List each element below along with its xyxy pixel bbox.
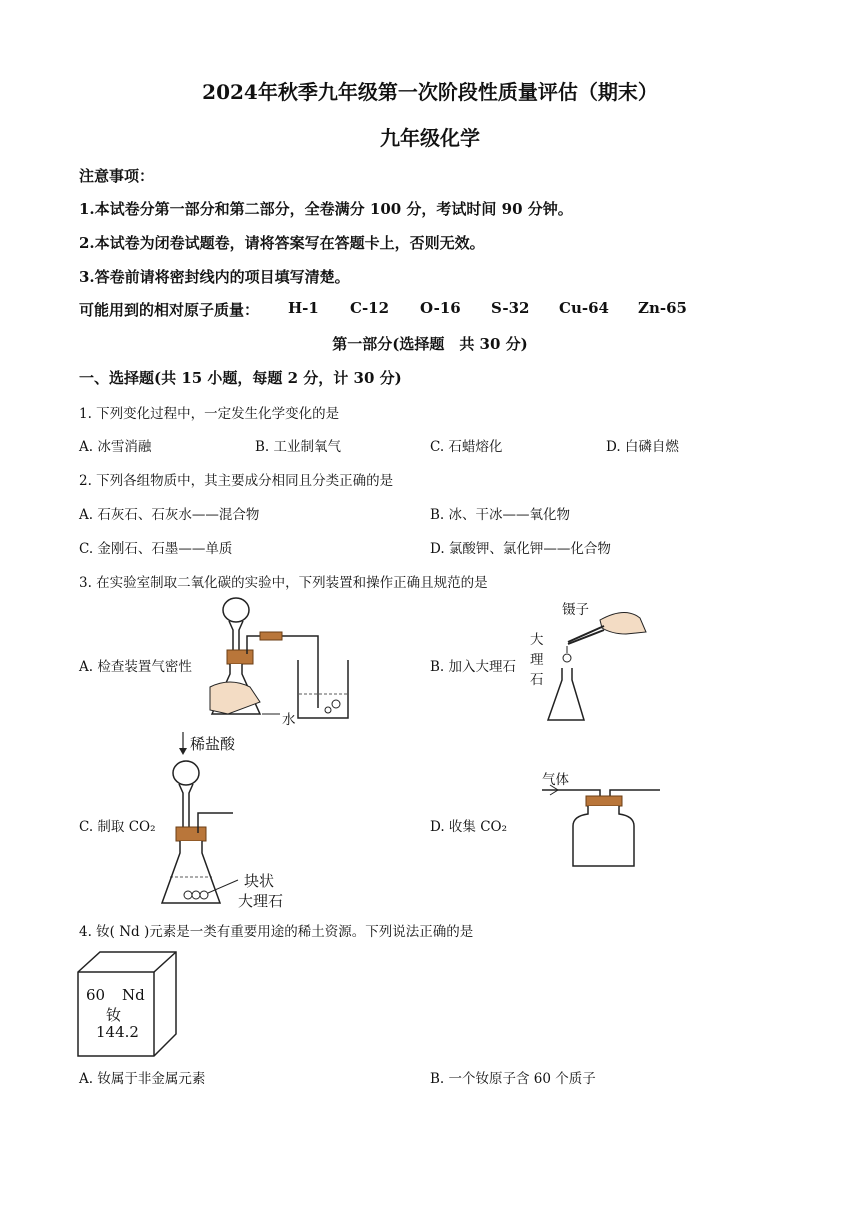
atomic-mass-cu: Cu-64	[559, 299, 609, 317]
label-marble-3: 石	[530, 672, 544, 688]
notes-item-2: 2.本试卷为闭卷试题卷，请将答案写在答题卡上，否则无效。	[79, 234, 485, 252]
figure-add-marble	[530, 598, 660, 728]
notes-heading: 注意事项：	[79, 167, 155, 185]
exam-subtitle: 九年级化学	[380, 126, 480, 150]
element-symbol: Nd	[122, 986, 145, 1004]
q2-option-b: B. 冰、干冰——氧化物	[430, 507, 571, 523]
q4-option-a: A. 钕属于非金属元素	[79, 1071, 206, 1087]
label-dilute-hcl: 稀盐酸	[190, 735, 236, 753]
atomic-mass-o: O-16	[420, 299, 461, 317]
atomic-mass-c: C-12	[350, 299, 390, 317]
element-mass: 144.2	[96, 1023, 139, 1041]
label-tweezers: 镊子	[562, 602, 589, 618]
q2-option-c: C. 金刚石、石墨——单质	[79, 541, 233, 557]
q1-option-c: C. 石蜡熔化	[430, 439, 503, 455]
element-number: 60	[86, 986, 106, 1004]
q3-stem: 3. 在实验室制取二氧化碳的实验中，下列装置和操作正确且规范的是	[79, 575, 488, 591]
notes-item-3: 3.答卷前请将密封线内的项目填写清楚。	[79, 268, 350, 286]
q3-option-c: C. 制取 CO₂	[79, 819, 156, 835]
figure-airtightness-check	[200, 592, 360, 732]
figure-collect-co2	[540, 780, 660, 870]
q2-option-a: A. 石灰石、石灰水——混合物	[79, 507, 260, 523]
element-card-nd	[78, 950, 182, 1060]
q2-stem: 2. 下列各组物质中，其主要成分相同且分类正确的是	[79, 473, 394, 489]
q1-stem: 1. 下列变化过程中，一定发生化学变化的是	[79, 406, 340, 422]
atomic-mass-label: 可能用到的相对原子质量：	[79, 301, 260, 319]
notes-item-1: 1.本试卷分第一部分和第二部分，全卷满分 100 分，考试时间 90 分钟。	[79, 200, 573, 218]
label-lump: 块状	[244, 872, 275, 890]
arrow-down-icon	[178, 732, 188, 756]
section-heading: 一、选择题(共 15 小题，每题 2 分，计 30 分)	[79, 369, 402, 387]
label-marble-1: 大	[530, 632, 544, 648]
label-lump-marble: 大理石	[238, 892, 284, 910]
label-gas: 气体	[542, 772, 569, 788]
label-water: 水	[282, 712, 296, 728]
q4-stem: 4. 钕( Nd )元素是一类有重要用途的稀土资源。下列说法正确的是	[79, 924, 474, 940]
atomic-mass-zn: Zn-65	[638, 299, 687, 317]
element-name: 钕	[106, 1006, 122, 1024]
q3-option-b: B. 加入大理石	[430, 659, 517, 675]
q2-option-d: D. 氯酸钾、氯化钾——化合物	[430, 541, 611, 557]
q4-option-b: B. 一个钕原子含 60 个质子	[430, 1071, 596, 1087]
q1-option-a: A. 冰雪消融	[79, 439, 152, 455]
atomic-mass-s: S-32	[491, 299, 530, 317]
q1-option-d: D. 白磷自燃	[606, 439, 679, 455]
part1-heading: 第一部分(选择题 共 30 分)	[332, 335, 528, 353]
exam-title: 2024年秋季九年级第一次阶段性质量评估（期末）	[202, 80, 658, 104]
atomic-mass-h: H-1	[288, 299, 319, 317]
label-marble-2: 理	[530, 652, 544, 668]
q1-option-b: B. 工业制氧气	[255, 439, 342, 455]
q3-option-a: A. 检查装置气密性	[79, 659, 192, 675]
q3-option-d: D. 收集 CO₂	[430, 819, 508, 835]
